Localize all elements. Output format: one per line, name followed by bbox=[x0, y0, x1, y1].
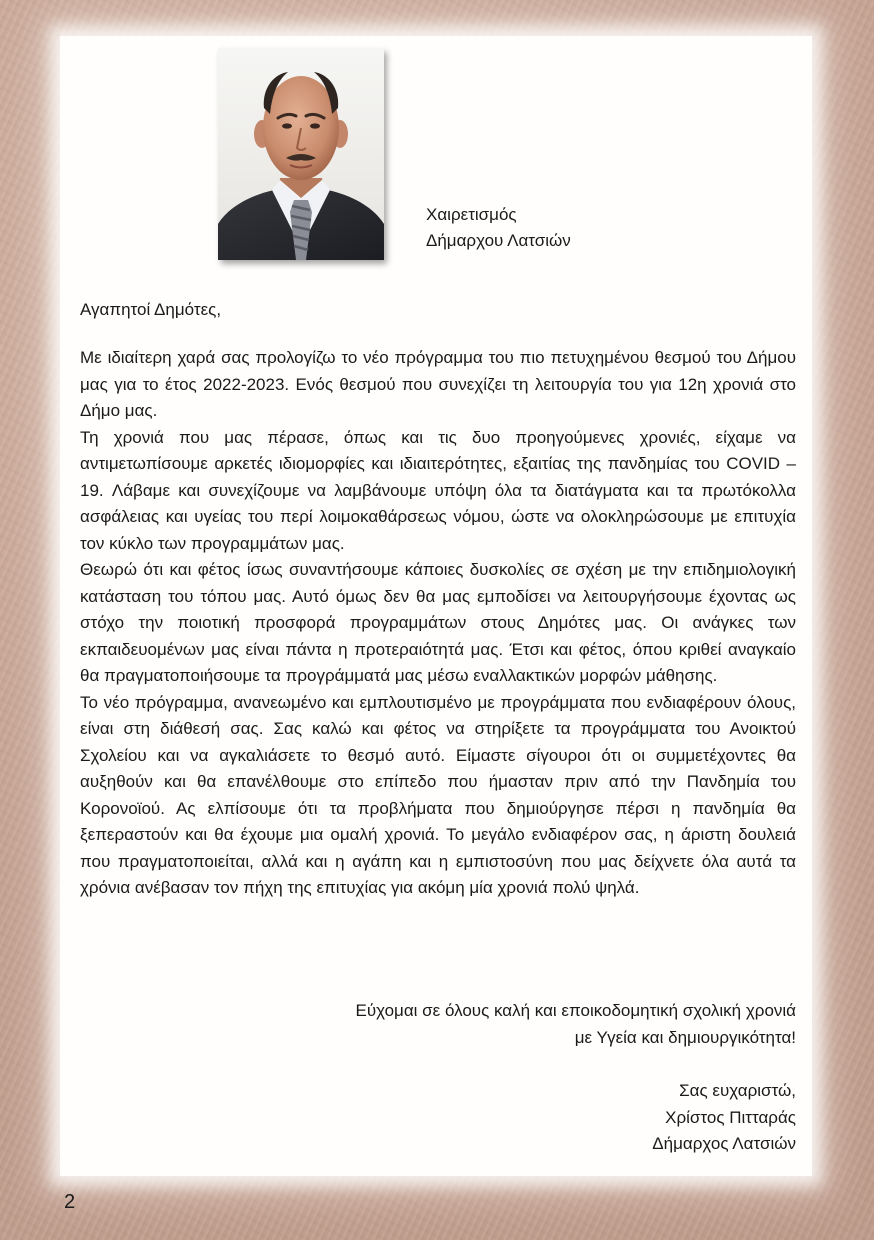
mayor-portrait-photo bbox=[218, 48, 384, 260]
portrait-illustration bbox=[218, 48, 384, 260]
paragraph-4: Το νέο πρόγραμμα, ανανεωμένο και εμπλουτισμένο με προγράμματα που ενδιαφέρουν όλους, είναι στη διάθεσή σας. Σας καλώ και φέτος να στηρίξετε τα προγράμματα του Ανοικτού Σχολείου και να αγκαλιάσετε το θεσμό αυτό. Είμαστε σίγουροι ότι οι συμμετέχοντες θα αυξηθούν και θα επανέλθουμε στο επίπεδο που ήμασταν πριν από την Πανδημία του Κορονοϊού. Ας ελπίσουμε ότι τα προβλήματα που δημιούργησε πέρσι η πανδημία θα ξεπεραστούν και θα έχουμε μια ομαλή χρονιά. Το μεγάλο ενδιαφέρον σας, η άριστη δουλειά που πραγματοποιείται, αλλά και η αγάπη και η εμπιστοσύνη που μας δείχνετε όλα αυτά τα χρόνια ανέβασαν τον πήχη της επιτυχίας για ακόμη μία χρονιά πολύ ψηλά. bbox=[80, 692, 796, 897]
salutation: Αγαπητοί Δημότες, bbox=[80, 300, 222, 319]
paragraph-1: Με ιδιαίτερη χαρά σας προλογίζω το νέο πρόγραμμα του πιο πετυχημένου θεσμού του Δήμου μας για το έτος 2022-2023. Ενός θεσμού που συνεχίζει τη λειτουργία του για 12η χρονιά στο Δήμο μας. bbox=[80, 348, 796, 420]
greeting-title-line-2: Δήμαρχου Λατσιών bbox=[426, 231, 571, 250]
signer-title: Δήμαρχος Λατσιών bbox=[652, 1134, 796, 1153]
paragraph-3: Θεωρώ ότι και φέτος ίσως συναντήσουμε κάποιες δυσκολίες σε σχέση με την επιδημιολογική κατάσταση του τόπου μας. Αυτό όμως δεν θα μας εμποδίσει να λειτουργήσουμε έχοντας ως στόχο την ποιοτική προσφορά προγραμμάτων στους Δημότες μας. Οι ανάγκες των εκπαιδευομένων μας είναι πάντα η προτεραιότητά μας. Έτσι και φέτος, όπου κριθεί αναγκαίο θα πραγματοποιήσουμε τα προγράμματά μας μέσω εναλλακτικών μορφών μάθησης. bbox=[80, 560, 796, 685]
greeting-title-line-1: Χαιρετισμός bbox=[426, 205, 517, 224]
closing-line-1: Εύχομαι σε όλους καλή και εποικοδομητική σχολική χρονιά bbox=[355, 1001, 796, 1020]
letter-body bbox=[80, 345, 796, 902]
paragraph-2: Τη χρονιά που μας πέρασε, όπως και τις δυο προηγούμενες χρονιές, είχαμε να αντιμετωπίσουμε αρκετές ιδιομορφίες και ιδιαιτερότητες, εξαιτίας της πανδημίας του COVID – 19. Λάβαμε και συνεχίζουμε να λαμβάνουμε υπόψη όλα τα διατάγματα και τα πρωτόκολλα ασφάλειας και υγείας του περί λοιμοκαθάρσεως νόμου, ώστε να ολοκληρώσουμε με επιτυχία τον κύκλο των προγραμμάτων μας. bbox=[80, 427, 796, 553]
closing-wishes bbox=[355, 998, 796, 1051]
signer-name: Χρίστος Πιτταράς bbox=[665, 1107, 796, 1127]
closing-line-2: με Υγεία και δημιουργικότητα! bbox=[574, 1027, 796, 1047]
signature-block bbox=[652, 1078, 796, 1158]
sign-off: Σας ευχαριστώ, bbox=[679, 1081, 796, 1100]
greeting-heading bbox=[426, 202, 571, 254]
page-number: 2 bbox=[64, 1191, 76, 1213]
